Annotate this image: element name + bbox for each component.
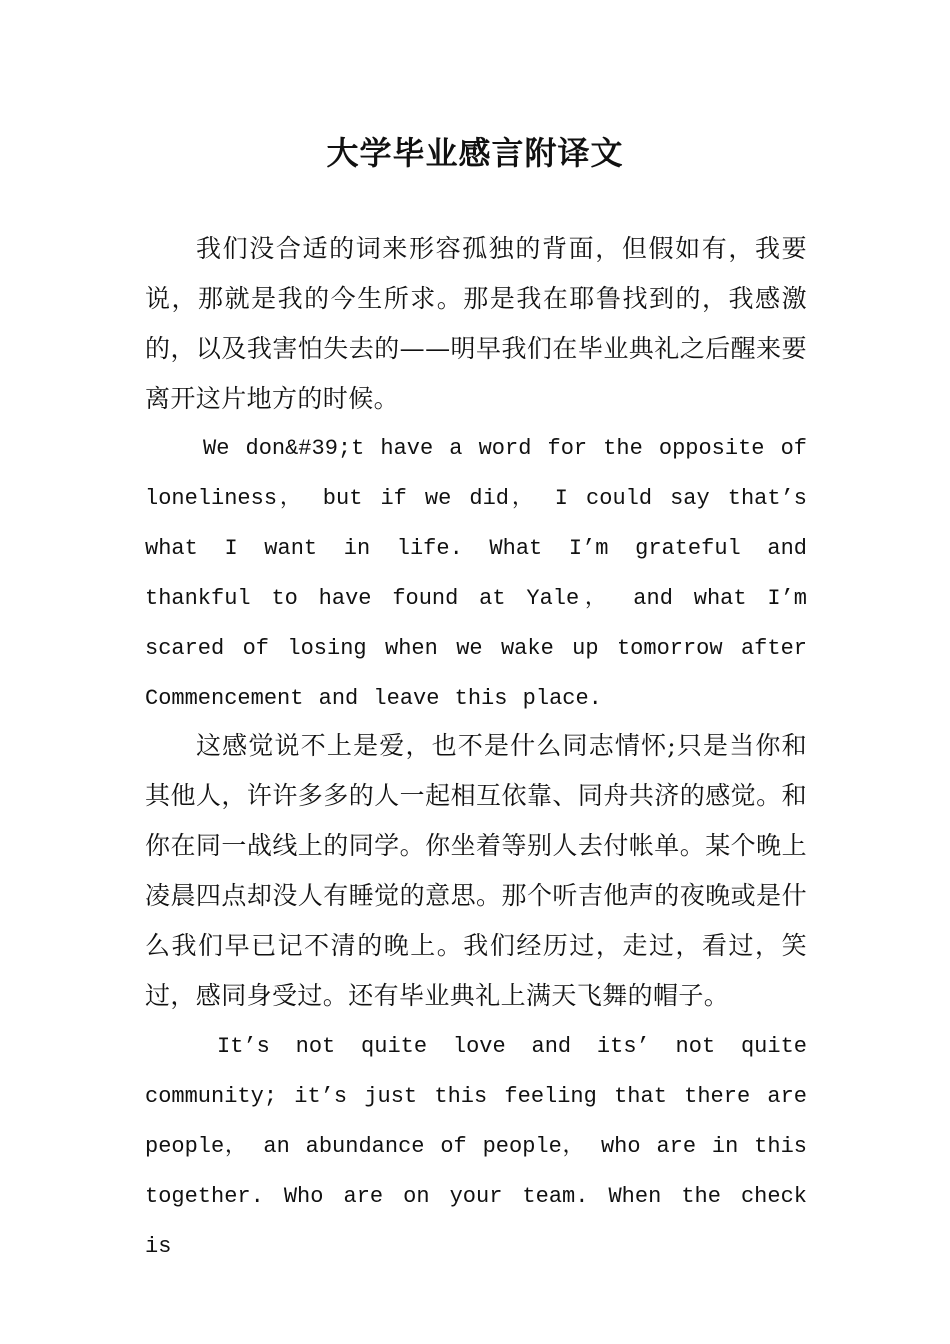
paragraph-zh-1: 我们没合适的词来形容孤独的背面，但假如有，我要说，那就是我的今生所求。那是我在耶鲁找到的，我感激的，以及我害怕失去的——明早我们在毕业典礼之后醒来要离开这片地方的时候。 bbox=[145, 234, 807, 413]
paragraph-zh-2: 这感觉说不上是爱，也不是什么同志情怀;只是当你和其他人，许许多多的人一起相互依靠、同舟共济的感觉。和你在同一战线上的同学。你坐着等别人去付帐单。某个晚上凌晨四点却没人有睡觉的意思。那个听吉他声的夜晚或是什么我们早已记不清的晚上。我们经历过，走过，看过，笑过，感同身受过。还有毕业典礼上满天飞舞的帽子。 bbox=[145, 731, 807, 1010]
paragraph-en-2: It’s not quite love and its’ not quite community; it’s just this feeling that there are people， an abundance of people， who are in this together. Who are on your team. When the check is bbox=[145, 1034, 807, 1259]
paragraph-en-1: We don&#39;t have a word for the opposite of loneliness， but if we did， I could say that’s what I want in life. What I’m grateful and thankful to have found at Yale， and what I’m scared of losing when we wake up tomorrow after Commencement and leave this place. bbox=[145, 436, 807, 711]
document-title: 大学毕业感言附译文 bbox=[326, 134, 624, 172]
